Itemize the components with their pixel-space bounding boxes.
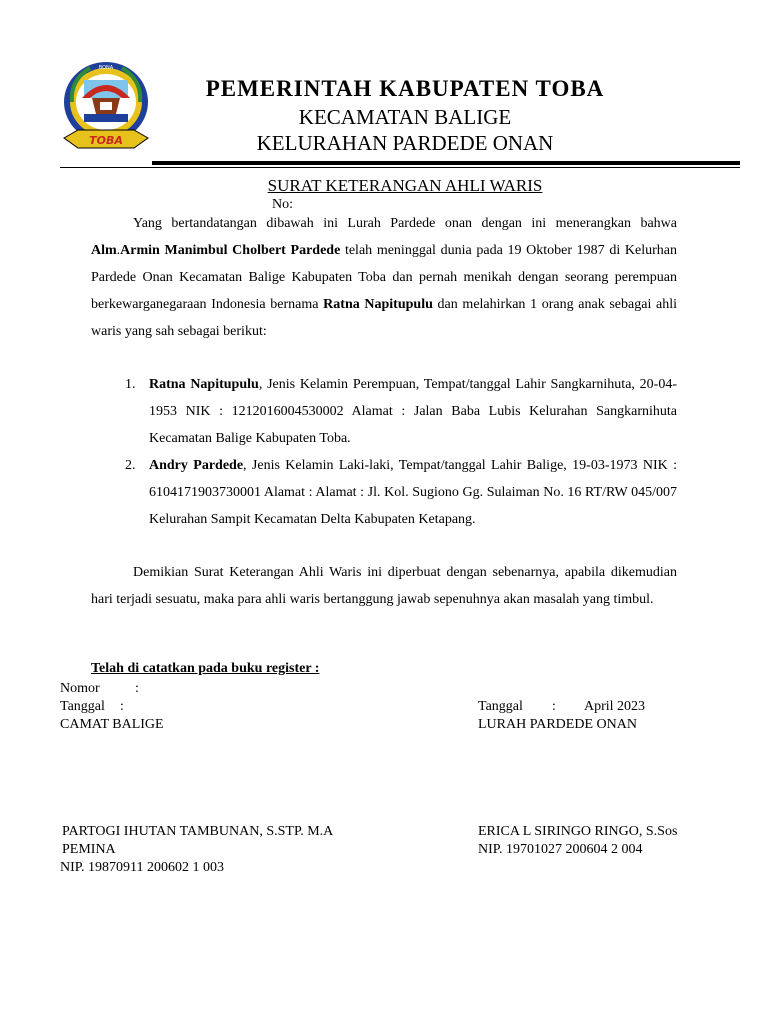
deceased-prefix: Alm bbox=[91, 243, 117, 258]
logo-text: TOBA bbox=[89, 134, 123, 147]
heir-details: , Jenis Kelamin Perempuan, Tempat/tanggal Lahir Sangkarnihuta, 20-04-1953 NIK : 1212016004530002 Alamat : Jalan Baba Lubis Kelurahan Sangkarnihuta Kecamatan Balige Kabupaten Toba. bbox=[149, 377, 677, 446]
camat-rank: PEMINA bbox=[62, 842, 116, 857]
register-nomor-colon: : bbox=[135, 681, 139, 696]
camat-name: PARTOGI IHUTAN TAMBUNAN, S.STP. M.A bbox=[62, 824, 334, 839]
header-government: PEMERINTAH KABUPATEN TOBA bbox=[205, 76, 605, 101]
list-number: 2. bbox=[125, 458, 136, 473]
register-tanggal-label: Tanggal bbox=[60, 699, 105, 714]
svg-text:BONA: BONA bbox=[98, 65, 114, 71]
deceased-name: Armin Manimbul Cholbert Pardede bbox=[120, 243, 341, 258]
spouse-name: Ratna Napitupulu bbox=[323, 297, 433, 312]
lurah-nip: NIP. 19701027 200604 2 004 bbox=[478, 842, 643, 857]
register-nomor-label: Nomor bbox=[60, 681, 100, 696]
lurah-tanggal-value: April 2023 bbox=[584, 699, 646, 714]
intro-paragraph: Yang bertandatangan dibawah ini Lurah Pardede onan dengan ini menerangkan bahwa Alm.Armin Manimbul Cholbert Pardede telah meninggal dunia pada 19 Oktober 1987 di Kelurhan Pardede Onan Kecamatan Balige Kabupaten Toba dan pernah menikah dengan seorang perempuan berkewarganegaraan Indonesia bernama Ratna Napitupulu dan melahirkan 1 orang anak sebagai ahli waris yang sah sebagai berikut: bbox=[91, 216, 677, 339]
lurah-title: LURAH PARDEDE ONAN bbox=[478, 717, 637, 732]
camat-nip: NIP. 19870911 200602 1 003 bbox=[60, 860, 224, 875]
lurah-name: ERICA L SIRINGO RINGO, S.Sos bbox=[478, 824, 678, 839]
camat-title: CAMAT BALIGE bbox=[60, 717, 164, 732]
register-heading: Telah di catatkan pada buku register : bbox=[91, 661, 320, 676]
toba-emblem-icon bbox=[60, 58, 152, 158]
lurah-tanggal-label: Tanggal bbox=[478, 699, 523, 714]
toba-regency-logo bbox=[60, 58, 152, 158]
heir-details: , Jenis Kelamin Laki-laki, Tempat/tanggal Lahir Balige, 19-03-1973 NIK : 6104171903730001 Alamat : Alamat : Jl. Kol. Sugiono Gg. Sulaiman No. 16 RT/RW 045/007 Kelurahan Sampit Kecamatan Delta Kabupaten Ketapang. bbox=[149, 458, 677, 527]
heirs-list bbox=[120, 371, 677, 533]
header-village: KELURAHAN PARDEDE ONAN bbox=[256, 131, 554, 155]
heir-name: Ratna Napitupulu bbox=[149, 377, 259, 392]
list-number: 1. bbox=[125, 377, 136, 392]
list-item bbox=[120, 452, 677, 533]
list-item bbox=[120, 371, 677, 452]
header-divider-thin bbox=[60, 167, 740, 168]
closing-paragraph: Demikian Surat Keterangan Ahli Waris ini diperbuat dengan sebenarnya, apabila dikemudian hari terjadi sesuatu, maka para ahli waris bertanggung jawab sepenuhnya akan masalah yang timbul. bbox=[91, 565, 677, 607]
heir-name: Andry Pardede bbox=[149, 458, 244, 473]
header-divider-thick bbox=[152, 161, 740, 165]
document-title: SURAT KETERANGAN AHLI WARIS bbox=[267, 176, 543, 195]
register-tanggal-colon: : bbox=[120, 699, 124, 714]
lurah-tanggal-colon: : bbox=[552, 699, 556, 714]
header-district: KECAMATAN BALIGE bbox=[298, 105, 512, 129]
document-number-label: No: bbox=[272, 197, 293, 212]
